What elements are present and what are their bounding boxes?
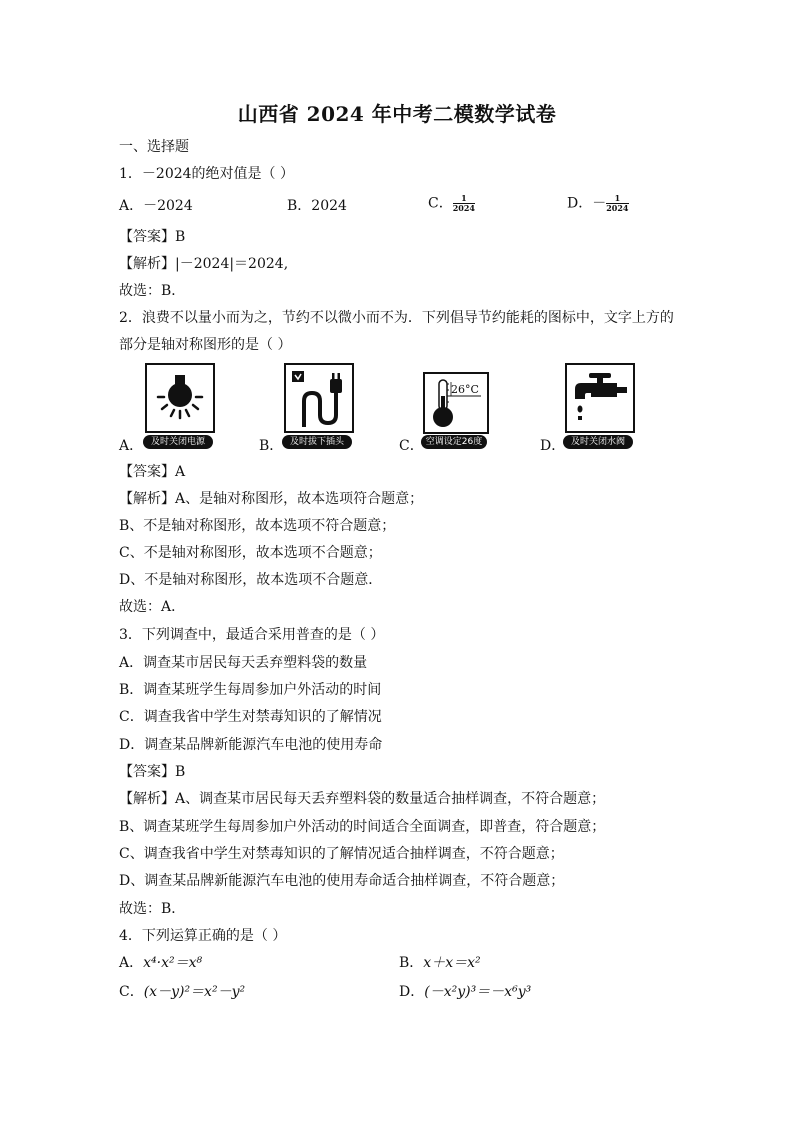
q3-answer: 【答案】B: [119, 764, 186, 780]
q4-stem: 4．下列运算正确的是（ ）: [119, 928, 287, 944]
q3-option-c: C．调查我省中学生对禁毒知识的了解情况: [119, 709, 382, 725]
light-bulb-icon: [145, 363, 215, 433]
q2-option-a-label: A．: [119, 438, 144, 454]
q4-option-d: [399, 983, 531, 1001]
q1-option-c-label: C．: [428, 195, 453, 212]
q3-analysis-2: C、调查我省中学生对禁毒知识的了解情况适合抽样调查，不符合题意；: [119, 846, 564, 862]
q1-option-c: [428, 194, 475, 213]
q1-conclusion: 故选：B．: [119, 283, 186, 299]
plug-icon: [284, 363, 354, 433]
q2-analysis-3: D、不是轴对称图形，故本选项不合题意．: [119, 572, 383, 588]
q2-analysis-2: C、不是轴对称图形，故本选项不合题意；: [119, 545, 382, 561]
q1-analysis: 【解析】|－2024|＝2024,: [119, 256, 289, 272]
q4-option-c-expr: (x－y)²＝x²－y²: [143, 984, 246, 1000]
q1-option-d-fraction: [606, 194, 628, 213]
caption-a: 及时关闭电源: [143, 435, 213, 449]
q2-answer: 【答案】A: [119, 464, 186, 480]
q2-stem-line2: 部分是轴对称图形的是（ ）: [119, 337, 292, 353]
q3-option-d: D．调查某品牌新能源汽车电池的使用寿命: [119, 737, 383, 753]
q2-option-d-label: D．: [540, 438, 566, 454]
q1-option-d: [567, 194, 629, 213]
caption-d: 及时关闭水阀: [563, 435, 633, 449]
q3-conclusion: 故选：B．: [119, 901, 186, 917]
caption-c: 空调设定26度: [421, 435, 487, 449]
q3-analysis-3: D、调查某品牌新能源汽车电池的使用寿命适合抽样调查，不符合题意；: [119, 873, 565, 889]
q4-option-b-expr: x＋x＝x²: [423, 955, 481, 971]
fraction-denominator: 2024: [452, 203, 475, 213]
thermometer-label: 26°C: [451, 383, 479, 396]
q2-option-b-label: B．: [259, 438, 284, 454]
q3-option-a: A．调查某市居民每天丢弃塑料袋的数量: [119, 655, 368, 671]
q4-option-a-expr: x⁴·x²＝x⁸: [143, 955, 203, 971]
q1-option-a: A．－2024: [119, 198, 193, 214]
thermometer-icon: [423, 372, 489, 434]
q3-option-b: B．调查某班学生每周参加户外活动的时间: [119, 682, 382, 698]
q1-option-d-label: D．－: [567, 195, 607, 212]
page-title: 山西省 2024 年中考二模数学试卷: [237, 102, 557, 126]
q4-option-d-expr: (－x²y)³＝－x⁶y³: [424, 984, 532, 1000]
q2-stem-line1: 2．浪费不以量小而为之，节约不以微小而不为．下列倡导节约能耗的图标中，文字上方的: [119, 310, 674, 326]
fraction-denominator: 2024: [606, 203, 629, 213]
q4-option-b-label: B．: [399, 955, 424, 971]
q4-option-a-label: A．: [119, 955, 144, 971]
q2-analysis-1: B、不是轴对称图形，故本选项不符合题意；: [119, 518, 396, 534]
q1-stem: 1．－2024的绝对值是（ ）: [119, 166, 294, 182]
q3-analysis-0: 【解析】A、调查某市居民每天丢弃塑料袋的数量适合抽样调查，不符合题意；: [119, 791, 606, 807]
q4-option-b: [399, 954, 481, 972]
q3-stem: 3．下列调查中，最适合采用普查的是（ ）: [119, 627, 385, 643]
q4-option-c: [119, 983, 245, 1001]
q3-analysis-1: B、调查某班学生每周参加户外活动的时间适合全面调查，即普查，符合题意；: [119, 819, 606, 835]
q2-analysis-0: 【解析】A、是轴对称图形，故本选项符合题意；: [119, 491, 424, 507]
faucet-icon: [565, 363, 635, 433]
q4-option-a: [119, 954, 202, 972]
section-heading: 一、选择题: [119, 139, 189, 155]
fraction-numerator: 1: [606, 194, 628, 204]
q1-answer: 【答案】B: [119, 229, 186, 245]
q2-option-c-label: C．: [399, 438, 424, 454]
fraction-numerator: 1: [453, 194, 475, 204]
q2-conclusion: 故选：A．: [119, 599, 186, 615]
q4-option-c-label: C．: [119, 984, 144, 1000]
q4-option-d-label: D．: [399, 984, 425, 1000]
q1-option-c-fraction: [453, 194, 475, 213]
q1-option-b: B．2024: [287, 198, 347, 214]
caption-b: 及时拔下插头: [282, 435, 352, 449]
